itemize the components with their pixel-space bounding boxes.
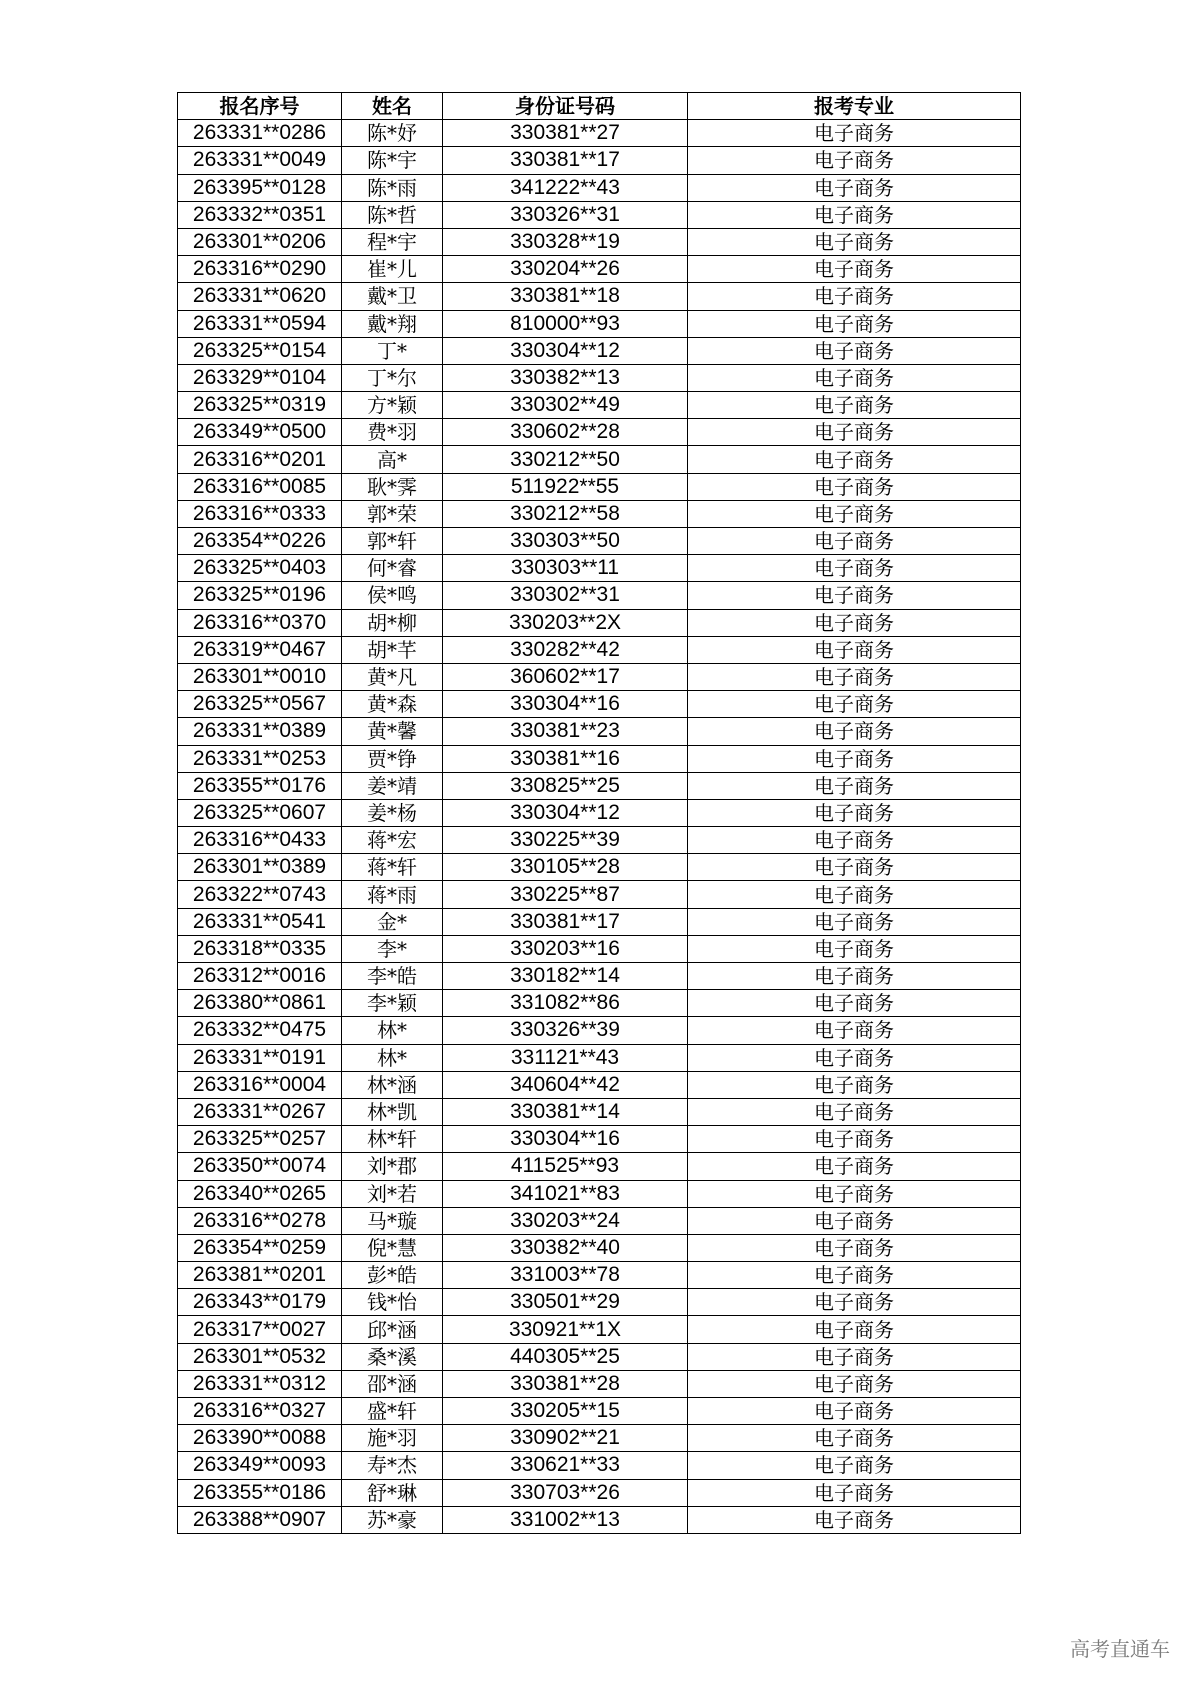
- id-number-cell: 330304**16: [443, 691, 688, 718]
- major-cell: 电子商务: [688, 364, 1021, 391]
- major-cell: 电子商务: [688, 1370, 1021, 1397]
- major-cell: 电子商务: [688, 228, 1021, 255]
- table-row: [178, 473, 1021, 500]
- table-row: [178, 419, 1021, 446]
- major-cell: 电子商务: [688, 799, 1021, 826]
- name-cell: 舒*琳: [342, 1479, 443, 1506]
- major-cell: 电子商务: [688, 283, 1021, 310]
- name-cell: 李*: [342, 935, 443, 962]
- name-cell: 金*: [342, 908, 443, 935]
- watermark-text: 高考直通车: [1070, 1637, 1170, 1661]
- name-cell: 施*羽: [342, 1425, 443, 1452]
- registration-number-cell: 263316**0290: [178, 256, 342, 283]
- major-cell: 电子商务: [688, 1262, 1021, 1289]
- name-cell: 林*轩: [342, 1126, 443, 1153]
- id-number-cell: 330182**14: [443, 963, 688, 990]
- registration-number-cell: 263325**0607: [178, 799, 342, 826]
- name-cell: 胡*芊: [342, 636, 443, 663]
- registration-number-cell: 263349**0093: [178, 1452, 342, 1479]
- major-cell: 电子商务: [688, 663, 1021, 690]
- name-cell: 蒋*宏: [342, 827, 443, 854]
- table-row: [178, 228, 1021, 255]
- name-cell: 姜*靖: [342, 772, 443, 799]
- registration-number-cell: 263317**0027: [178, 1316, 342, 1343]
- name-cell: 戴*翔: [342, 310, 443, 337]
- major-cell: 电子商务: [688, 772, 1021, 799]
- table-row: [178, 582, 1021, 609]
- major-cell: 电子商务: [688, 908, 1021, 935]
- registration-number-cell: 263325**0567: [178, 691, 342, 718]
- major-cell: 电子商务: [688, 718, 1021, 745]
- table-row: [178, 799, 1021, 826]
- table-row: [178, 446, 1021, 473]
- major-cell: 电子商务: [688, 1479, 1021, 1506]
- name-cell: 钱*怡: [342, 1289, 443, 1316]
- registration-number-cell: 263332**0351: [178, 201, 342, 228]
- name-cell: 李*颖: [342, 990, 443, 1017]
- name-cell: 李*皓: [342, 963, 443, 990]
- registration-number-cell: 263329**0104: [178, 364, 342, 391]
- name-cell: 郭*轩: [342, 528, 443, 555]
- name-cell: 倪*慧: [342, 1234, 443, 1261]
- table-body: [178, 120, 1021, 1534]
- major-cell: 电子商务: [688, 582, 1021, 609]
- name-cell: 程*宇: [342, 228, 443, 255]
- id-number-cell: 330304**12: [443, 337, 688, 364]
- major-cell: 电子商务: [688, 1098, 1021, 1125]
- table-row: [178, 827, 1021, 854]
- name-cell: 邵*涵: [342, 1370, 443, 1397]
- registration-number-cell: 263325**0319: [178, 392, 342, 419]
- registration-number-cell: 263316**0433: [178, 827, 342, 854]
- registration-number-cell: 263301**0389: [178, 854, 342, 881]
- major-cell: 电子商务: [688, 1044, 1021, 1071]
- major-cell: 电子商务: [688, 147, 1021, 174]
- name-cell: 陈*哲: [342, 201, 443, 228]
- registration-number-cell: 263331**0286: [178, 120, 342, 147]
- name-cell: 黄*馨: [342, 718, 443, 745]
- id-number-cell: 330825**25: [443, 772, 688, 799]
- major-cell: 电子商务: [688, 310, 1021, 337]
- id-number-cell: 330225**39: [443, 827, 688, 854]
- id-number-cell: 330204**26: [443, 256, 688, 283]
- registration-number-cell: 263349**0500: [178, 419, 342, 446]
- major-cell: 电子商务: [688, 500, 1021, 527]
- id-number-cell: 340604**42: [443, 1071, 688, 1098]
- registration-number-cell: 263331**0267: [178, 1098, 342, 1125]
- table-row: [178, 609, 1021, 636]
- id-number-cell: 511922**55: [443, 473, 688, 500]
- major-cell: 电子商务: [688, 120, 1021, 147]
- name-cell: 蒋*轩: [342, 854, 443, 881]
- major-cell: 电子商务: [688, 636, 1021, 663]
- name-cell: 方*颖: [342, 392, 443, 419]
- registration-number-cell: 263316**0370: [178, 609, 342, 636]
- major-cell: 电子商务: [688, 827, 1021, 854]
- table-row: [178, 854, 1021, 881]
- table-row: [178, 1071, 1021, 1098]
- major-cell: 电子商务: [688, 1506, 1021, 1533]
- name-cell: 陈*宇: [342, 147, 443, 174]
- registration-number-cell: 263340**0265: [178, 1180, 342, 1207]
- major-cell: 电子商务: [688, 1071, 1021, 1098]
- table-row: [178, 500, 1021, 527]
- registration-number-cell: 263331**0541: [178, 908, 342, 935]
- table-row: [178, 1506, 1021, 1533]
- registration-number-cell: 263318**0335: [178, 935, 342, 962]
- table-row: [178, 120, 1021, 147]
- table-header-row: [178, 93, 1021, 120]
- major-cell: 电子商务: [688, 609, 1021, 636]
- name-cell: 寿*杰: [342, 1452, 443, 1479]
- id-number-cell: 330602**28: [443, 419, 688, 446]
- id-number-cell: 330304**16: [443, 1126, 688, 1153]
- name-cell: 邱*涵: [342, 1316, 443, 1343]
- major-cell: 电子商务: [688, 473, 1021, 500]
- id-number-cell: 331082**86: [443, 990, 688, 1017]
- table-row: [178, 1316, 1021, 1343]
- id-number-cell: 330302**49: [443, 392, 688, 419]
- id-number-cell: 341021**83: [443, 1180, 688, 1207]
- registration-number-cell: 263325**0154: [178, 337, 342, 364]
- major-cell: 电子商务: [688, 1425, 1021, 1452]
- name-cell: 黄*森: [342, 691, 443, 718]
- name-cell: 陈*雨: [342, 174, 443, 201]
- table-row: [178, 555, 1021, 582]
- id-number-cell: 331003**78: [443, 1262, 688, 1289]
- name-cell: 刘*郡: [342, 1153, 443, 1180]
- registration-number-cell: 263316**0201: [178, 446, 342, 473]
- registration-number-cell: 263331**0191: [178, 1044, 342, 1071]
- major-cell: 电子商务: [688, 174, 1021, 201]
- major-cell: 电子商务: [688, 555, 1021, 582]
- table-row: [178, 990, 1021, 1017]
- table-row: [178, 1370, 1021, 1397]
- id-number-cell: 330381**18: [443, 283, 688, 310]
- registration-number-cell: 263325**0257: [178, 1126, 342, 1153]
- roster-sheet: [177, 92, 1020, 1534]
- applicant-table: [177, 92, 1021, 1534]
- name-cell: 姜*杨: [342, 799, 443, 826]
- table-row: [178, 1289, 1021, 1316]
- table-row: [178, 1126, 1021, 1153]
- table-row: [178, 691, 1021, 718]
- name-cell: 林*凯: [342, 1098, 443, 1125]
- name-cell: 苏*豪: [342, 1506, 443, 1533]
- name-cell: 侯*鸣: [342, 582, 443, 609]
- major-cell: 电子商务: [688, 990, 1021, 1017]
- name-cell: 耿*霁: [342, 473, 443, 500]
- name-cell: 胡*柳: [342, 609, 443, 636]
- table-row: [178, 1098, 1021, 1125]
- name-cell: 蒋*雨: [342, 881, 443, 908]
- name-cell: 崔*儿: [342, 256, 443, 283]
- id-number-cell: 330225**87: [443, 881, 688, 908]
- table-row: [178, 935, 1021, 962]
- registration-number-cell: 263331**0620: [178, 283, 342, 310]
- table-row: [178, 772, 1021, 799]
- name-cell: 马*璇: [342, 1207, 443, 1234]
- major-cell: 电子商务: [688, 528, 1021, 555]
- registration-number-cell: 263316**0327: [178, 1398, 342, 1425]
- major-cell: 电子商务: [688, 201, 1021, 228]
- registration-number-cell: 263332**0475: [178, 1017, 342, 1044]
- registration-number-cell: 263350**0074: [178, 1153, 342, 1180]
- table-row: [178, 963, 1021, 990]
- table-row: [178, 745, 1021, 772]
- table-row: [178, 147, 1021, 174]
- registration-number-cell: 263301**0010: [178, 663, 342, 690]
- registration-number-cell: 263331**0253: [178, 745, 342, 772]
- table-row: [178, 1425, 1021, 1452]
- registration-number-cell: 263381**0201: [178, 1262, 342, 1289]
- registration-number-cell: 263355**0176: [178, 772, 342, 799]
- table-row: [178, 1207, 1021, 1234]
- table-row: [178, 310, 1021, 337]
- table-row: [178, 283, 1021, 310]
- id-number-cell: 330501**29: [443, 1289, 688, 1316]
- id-number-cell: 330326**31: [443, 201, 688, 228]
- id-number-cell: 330328**19: [443, 228, 688, 255]
- name-cell: 何*睿: [342, 555, 443, 582]
- name-cell: 盛*轩: [342, 1398, 443, 1425]
- major-cell: 电子商务: [688, 1398, 1021, 1425]
- registration-number-cell: 263331**0594: [178, 310, 342, 337]
- table-row: [178, 908, 1021, 935]
- header-name: 姓名: [342, 93, 443, 120]
- major-cell: 电子商务: [688, 1452, 1021, 1479]
- major-cell: 电子商务: [688, 446, 1021, 473]
- id-number-cell: 330105**28: [443, 854, 688, 881]
- major-cell: 电子商务: [688, 1316, 1021, 1343]
- major-cell: 电子商务: [688, 854, 1021, 881]
- id-number-cell: 331121**43: [443, 1044, 688, 1071]
- registration-number-cell: 263319**0467: [178, 636, 342, 663]
- header-id-number: 身份证号码: [443, 93, 688, 120]
- name-cell: 丁*尔: [342, 364, 443, 391]
- id-number-cell: 330381**28: [443, 1370, 688, 1397]
- major-cell: 电子商务: [688, 963, 1021, 990]
- table-row: [178, 201, 1021, 228]
- registration-number-cell: 263325**0403: [178, 555, 342, 582]
- registration-number-cell: 263316**0278: [178, 1207, 342, 1234]
- name-cell: 林*: [342, 1017, 443, 1044]
- registration-number-cell: 263355**0186: [178, 1479, 342, 1506]
- major-cell: 电子商务: [688, 1017, 1021, 1044]
- registration-number-cell: 263316**0085: [178, 473, 342, 500]
- registration-number-cell: 263395**0128: [178, 174, 342, 201]
- name-cell: 贾*铮: [342, 745, 443, 772]
- name-cell: 林*: [342, 1044, 443, 1071]
- id-number-cell: 331002**13: [443, 1506, 688, 1533]
- id-number-cell: 330212**50: [443, 446, 688, 473]
- id-number-cell: 330205**15: [443, 1398, 688, 1425]
- id-number-cell: 810000**93: [443, 310, 688, 337]
- id-number-cell: 330304**12: [443, 799, 688, 826]
- table-row: [178, 1452, 1021, 1479]
- id-number-cell: 440305**25: [443, 1343, 688, 1370]
- registration-number-cell: 263325**0196: [178, 582, 342, 609]
- registration-number-cell: 263322**0743: [178, 881, 342, 908]
- id-number-cell: 330212**58: [443, 500, 688, 527]
- table-row: [178, 1479, 1021, 1506]
- registration-number-cell: 263301**0532: [178, 1343, 342, 1370]
- name-cell: 彭*皓: [342, 1262, 443, 1289]
- major-cell: 电子商务: [688, 1234, 1021, 1261]
- id-number-cell: 330382**13: [443, 364, 688, 391]
- name-cell: 桑*溪: [342, 1343, 443, 1370]
- major-cell: 电子商务: [688, 691, 1021, 718]
- registration-number-cell: 263354**0226: [178, 528, 342, 555]
- id-number-cell: 330303**11: [443, 555, 688, 582]
- id-number-cell: 330282**42: [443, 636, 688, 663]
- id-number-cell: 330381**16: [443, 745, 688, 772]
- registration-number-cell: 263331**0312: [178, 1370, 342, 1397]
- table-row: [178, 1398, 1021, 1425]
- table-row: [178, 1153, 1021, 1180]
- name-cell: 陈*妤: [342, 120, 443, 147]
- id-number-cell: 330703**26: [443, 1479, 688, 1506]
- header-major: 报考专业: [688, 93, 1021, 120]
- table-row: [178, 718, 1021, 745]
- major-cell: 电子商务: [688, 1289, 1021, 1316]
- name-cell: 刘*若: [342, 1180, 443, 1207]
- major-cell: 电子商务: [688, 1343, 1021, 1370]
- table-row: [178, 1234, 1021, 1261]
- id-number-cell: 330381**17: [443, 147, 688, 174]
- name-cell: 高*: [342, 446, 443, 473]
- table-row: [178, 1262, 1021, 1289]
- registration-number-cell: 263343**0179: [178, 1289, 342, 1316]
- major-cell: 电子商务: [688, 256, 1021, 283]
- table-row: [178, 663, 1021, 690]
- registration-number-cell: 263390**0088: [178, 1425, 342, 1452]
- major-cell: 电子商务: [688, 1153, 1021, 1180]
- id-number-cell: 330203**2X: [443, 609, 688, 636]
- registration-number-cell: 263331**0049: [178, 147, 342, 174]
- major-cell: 电子商务: [688, 1180, 1021, 1207]
- id-number-cell: 330203**24: [443, 1207, 688, 1234]
- table-row: [178, 392, 1021, 419]
- major-cell: 电子商务: [688, 1126, 1021, 1153]
- id-number-cell: 330381**14: [443, 1098, 688, 1125]
- major-cell: 电子商务: [688, 745, 1021, 772]
- table-row: [178, 1343, 1021, 1370]
- table-row: [178, 337, 1021, 364]
- name-cell: 费*羽: [342, 419, 443, 446]
- registration-number-cell: 263316**0004: [178, 1071, 342, 1098]
- id-number-cell: 330621**33: [443, 1452, 688, 1479]
- major-cell: 电子商务: [688, 1207, 1021, 1234]
- id-number-cell: 330381**27: [443, 120, 688, 147]
- table-row: [178, 1017, 1021, 1044]
- name-cell: 林*涵: [342, 1071, 443, 1098]
- id-number-cell: 330303**50: [443, 528, 688, 555]
- table-row: [178, 174, 1021, 201]
- name-cell: 戴*卫: [342, 283, 443, 310]
- name-cell: 郭*荣: [342, 500, 443, 527]
- major-cell: 电子商务: [688, 392, 1021, 419]
- table-row: [178, 1044, 1021, 1071]
- registration-number-cell: 263388**0907: [178, 1506, 342, 1533]
- table-row: [178, 881, 1021, 908]
- id-number-cell: 360602**17: [443, 663, 688, 690]
- id-number-cell: 330326**39: [443, 1017, 688, 1044]
- name-cell: 丁*: [342, 337, 443, 364]
- table-row: [178, 528, 1021, 555]
- id-number-cell: 330921**1X: [443, 1316, 688, 1343]
- id-number-cell: 411525**93: [443, 1153, 688, 1180]
- registration-number-cell: 263380**0861: [178, 990, 342, 1017]
- id-number-cell: 330382**40: [443, 1234, 688, 1261]
- major-cell: 电子商务: [688, 419, 1021, 446]
- registration-number-cell: 263354**0259: [178, 1234, 342, 1261]
- major-cell: 电子商务: [688, 337, 1021, 364]
- registration-number-cell: 263312**0016: [178, 963, 342, 990]
- registration-number-cell: 263316**0333: [178, 500, 342, 527]
- table-row: [178, 256, 1021, 283]
- id-number-cell: 341222**43: [443, 174, 688, 201]
- name-cell: 黄*凡: [342, 663, 443, 690]
- registration-number-cell: 263331**0389: [178, 718, 342, 745]
- table-row: [178, 364, 1021, 391]
- registration-number-cell: 263301**0206: [178, 228, 342, 255]
- id-number-cell: 330381**17: [443, 908, 688, 935]
- major-cell: 电子商务: [688, 935, 1021, 962]
- table-row: [178, 1180, 1021, 1207]
- table-row: [178, 636, 1021, 663]
- id-number-cell: 330381**23: [443, 718, 688, 745]
- header-registration-number: 报名序号: [178, 93, 342, 120]
- id-number-cell: 330902**21: [443, 1425, 688, 1452]
- major-cell: 电子商务: [688, 881, 1021, 908]
- id-number-cell: 330302**31: [443, 582, 688, 609]
- id-number-cell: 330203**16: [443, 935, 688, 962]
